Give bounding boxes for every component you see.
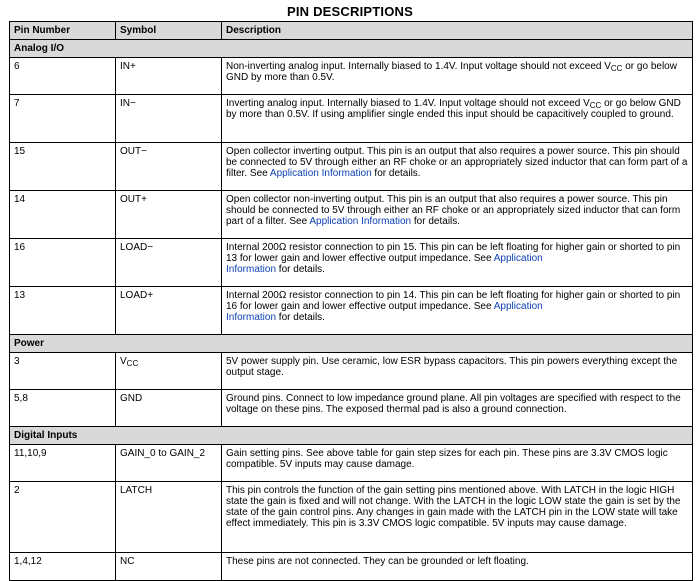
table-row [10, 390, 693, 427]
pin-cell: 15 [10, 143, 116, 191]
symbol-cell: OUT+ [116, 191, 222, 239]
description-cell: Internal 200Ω resistor connection to pin 14. This pin can be left floating for higher gain or shorted to pin 16 for lower gain and lower effective output impedance. See Application Information for details. [222, 287, 693, 335]
header-description: Description [222, 22, 693, 40]
description-cell: Open collector non-inverting output. This pin is an output that also requires a power source. This pin should be connected to 5V through either an RF choke or an appropriately sized inductor that can form part of a filter. See Application Information for details. [222, 191, 693, 239]
pin-cell: 5,8 [10, 390, 116, 427]
table-header-row [10, 22, 693, 40]
description-cell: Inverting analog input. Internally biased to 1.4V. Input voltage should not exceed $V_{CC}$ or go below GND by more than 0.5V. If using amplifier single ended this input should be capacitively coupled to ground. [222, 95, 693, 143]
description-cell: Non-inverting analog input. Internally biased to 1.4V. Input voltage should not exceed $V_{CC}$ or go below GND by more than 0.5V. [222, 58, 693, 95]
table-row [10, 95, 693, 143]
symbol-cell: GND [116, 390, 222, 427]
section-row [10, 427, 693, 445]
symbol-cell: IN− [116, 95, 222, 143]
description-cell: This pin controls the function of the gain setting pins mentioned above. With LATCH in the logic HIGH state the gain is fixed and will not change. With the LATCH in the logic LOW state the gain is set by the state of the gain control pins. Any changes in gain made with the LATCH pin in the LOW state will take effect immediately. This pin is 3.3V CMOS logic compatible. 5V inputs may cause damage. [222, 482, 693, 553]
application-information-link[interactable]: Application Information [309, 216, 412, 227]
pin-cell: 11,10,9 [10, 445, 116, 482]
pin-cell: 7 [10, 95, 116, 143]
header-symbol: Symbol [116, 22, 222, 40]
header-pin-number: Pin Number [10, 22, 116, 40]
symbol-cell: LOAD− [116, 239, 222, 287]
pin-descriptions-table [9, 21, 693, 581]
table-row [10, 353, 693, 390]
table-row [10, 287, 693, 335]
pin-cell: 2 [10, 482, 116, 553]
table-row [10, 553, 693, 581]
section-analog-io: Analog I/O [10, 40, 693, 58]
section-row [10, 335, 693, 353]
table-row [10, 58, 693, 95]
symbol-cell: NC [116, 553, 222, 581]
pin-cell: 6 [10, 58, 116, 95]
symbol-cell: $V_{CC}$ [116, 353, 222, 390]
section-row [10, 40, 693, 58]
symbol-cell: GAIN_0 to GAIN_2 [116, 445, 222, 482]
application-information-link[interactable]: Application Information [226, 301, 543, 323]
table-row [10, 239, 693, 287]
symbol-cell: LATCH [116, 482, 222, 553]
pin-cell: 1,4,12 [10, 553, 116, 581]
description-cell: Open collector inverting output. This pin is an output that also requires a power source. This pin should be connected to 5V through either an RF choke or an appropriately sized inductor that can form part of a filter. See Application Information for details. [222, 143, 693, 191]
description-cell: Ground pins. Connect to low impedance ground plane. All pin voltages are specified with respect to the voltage on these pins. The exposed thermal pad is also a ground connection. [222, 390, 693, 427]
pin-cell: 14 [10, 191, 116, 239]
symbol-cell: OUT− [116, 143, 222, 191]
pin-cell: 13 [10, 287, 116, 335]
application-information-link[interactable]: Application Information [269, 168, 372, 179]
application-information-link[interactable]: Application Information [226, 253, 543, 275]
table-row [10, 445, 693, 482]
symbol-cell: IN+ [116, 58, 222, 95]
table-row [10, 143, 693, 191]
section-digital-inputs: Digital Inputs [10, 427, 693, 445]
pin-cell: 16 [10, 239, 116, 287]
description-cell: Gain setting pins. See above table for gain step sizes for each pin. These pins are 3.3V CMOS logic compatible. 5V inputs may cause damage. [222, 445, 693, 482]
description-cell: These pins are not connected. They can be grounded or left floating. [222, 553, 693, 581]
pin-cell: 3 [10, 353, 116, 390]
table-row [10, 482, 693, 553]
description-cell: 5V power supply pin. Use ceramic, low ESR bypass capacitors. This pin powers everything except the output stage. [222, 353, 693, 390]
description-cell: Internal 200Ω resistor connection to pin 15. This pin can be left floating for higher gain or shorted to pin 13 for lower gain and lower effective output impedance. See Application Information for details. [222, 239, 693, 287]
page-title: PIN DESCRIPTIONS [287, 4, 413, 19]
table-row [10, 191, 693, 239]
symbol-cell: LOAD+ [116, 287, 222, 335]
section-power: Power [10, 335, 693, 353]
